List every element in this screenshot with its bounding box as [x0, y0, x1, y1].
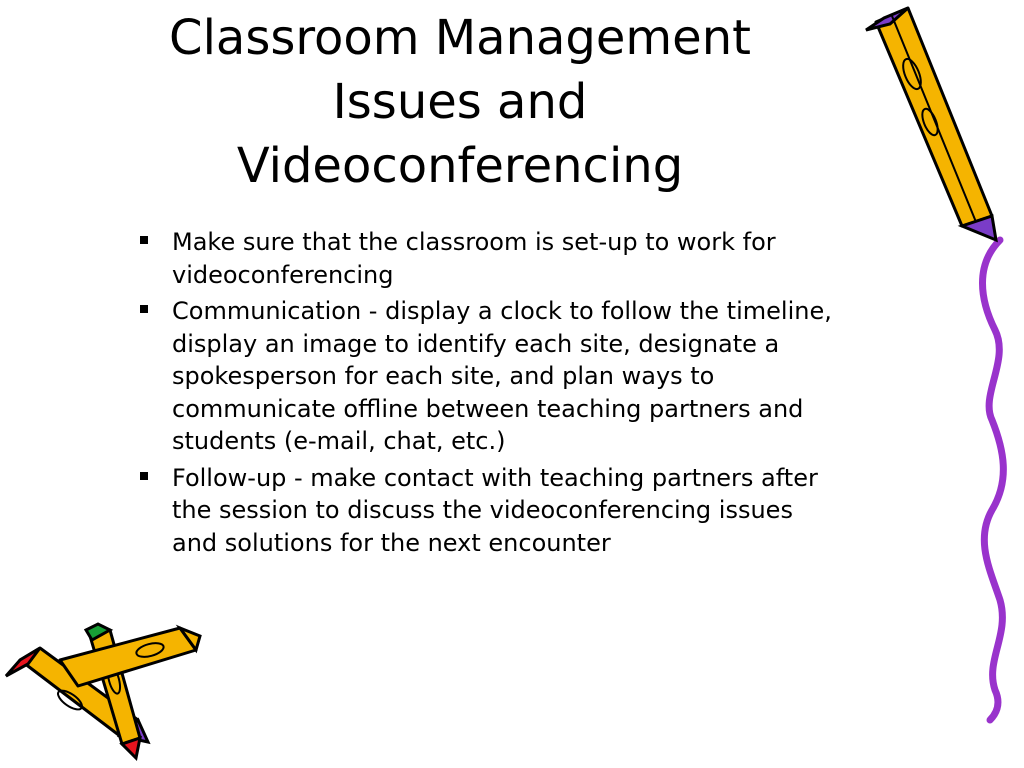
square-bullet-icon	[140, 472, 148, 480]
bullet-line: communicate offline between teaching partners and	[172, 394, 804, 423]
pencil-icon	[6, 648, 148, 742]
bullet-line: spokesperson for each site, and plan ways to	[172, 362, 715, 390]
slide-title	[140, 6, 780, 198]
bullet-line: the session to discuss the videoconferencing issues	[172, 496, 793, 524]
square-bullet-icon	[140, 236, 148, 244]
title-line: Issues and	[332, 74, 588, 130]
bullet-line: Make sure that the classroom is set-up to work for	[172, 228, 776, 256]
bullet-line: Communication - display a clock to follow the timeline,	[172, 297, 832, 325]
bullet-item	[140, 226, 930, 291]
bullet-line: and solutions for the next encounter	[172, 528, 611, 557]
pencil-icon	[86, 624, 140, 758]
bullet-item	[140, 295, 930, 458]
bullet-line: videoconferencing	[172, 260, 394, 289]
bullet-line: students (e-mail, chat, etc.)	[172, 427, 506, 455]
title-line: Classroom Management	[169, 10, 751, 66]
bullet-item	[140, 462, 930, 560]
squiggle-line-icon	[983, 240, 1004, 720]
bullet-list	[140, 226, 930, 563]
pencil-icon	[60, 628, 200, 686]
bullet-line: Follow-up - make contact with teaching partners after	[172, 463, 818, 492]
pencil-icon	[866, 8, 996, 240]
square-bullet-icon	[140, 305, 148, 313]
title-line: Videoconferencing	[236, 138, 684, 194]
bullet-line: display an image to identify each site, designate a	[172, 329, 780, 358]
